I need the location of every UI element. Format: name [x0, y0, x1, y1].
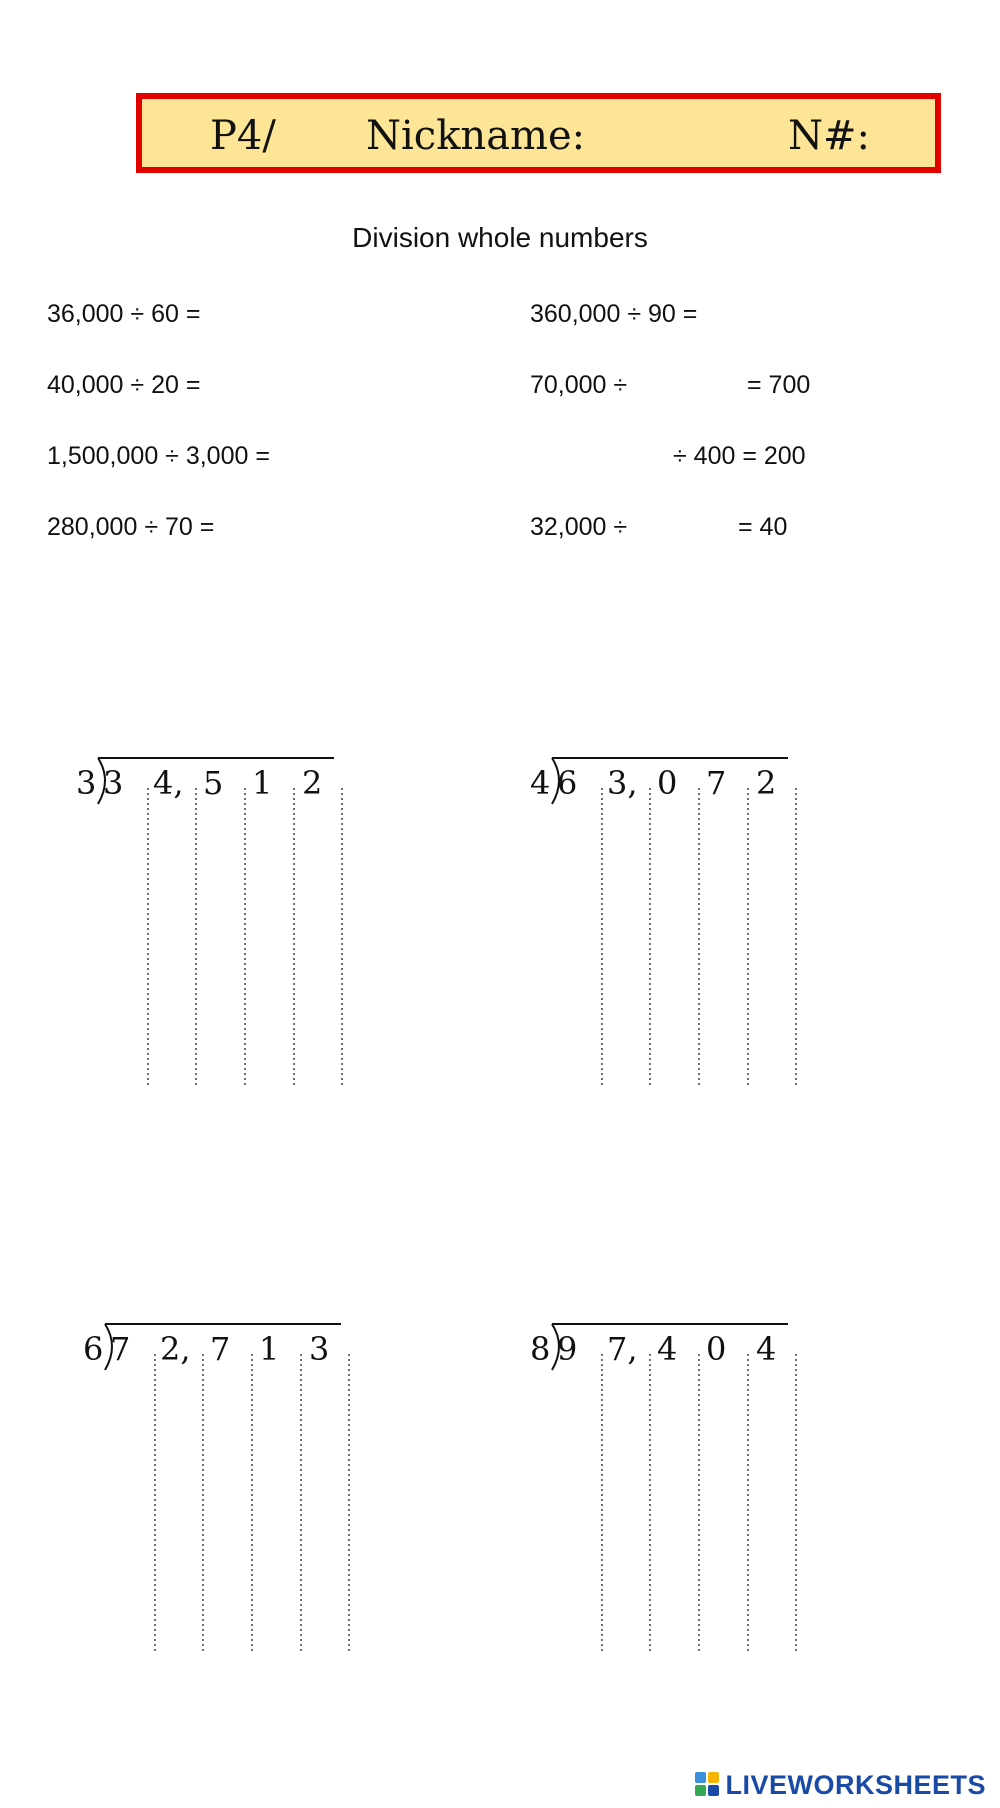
worksheet-title: Division whole numbers: [352, 222, 648, 253]
dividend-digit: 2,: [160, 1330, 191, 1368]
equation-7: ÷ 400 = 200: [673, 442, 806, 470]
dividend-digit: 7: [210, 1330, 231, 1368]
dividend-digit: 2: [302, 764, 323, 802]
long-division-3: [85, 1312, 385, 1652]
class-label: P4/: [210, 113, 276, 159]
dividend-digit: 3,: [607, 764, 638, 802]
long-division-figure: [532, 746, 832, 1086]
equation-6-dividend: 70,000 ÷: [530, 371, 628, 399]
dividend-digit: 0: [657, 764, 678, 802]
dividend-digit: 4: [657, 1330, 678, 1368]
divisor: 4: [530, 764, 551, 802]
student-info-banner: [136, 93, 941, 173]
equation-4: 280,000 ÷ 70 =: [47, 513, 215, 541]
dividend-digit: 1: [252, 764, 273, 802]
student-number-label: N#:: [788, 113, 870, 159]
dividend-digit: 3: [309, 1330, 330, 1368]
equation-5: 360,000 ÷ 90 =: [530, 300, 698, 328]
long-division-4: [532, 1312, 832, 1652]
equation-8-dividend: 32,000 ÷: [530, 513, 628, 541]
liveworksheets-logo: [695, 1770, 986, 1800]
nickname-label: Nickname:: [366, 113, 586, 159]
brand-name: LIVEWORKSHEETS: [725, 1769, 986, 1800]
dividend-digit: 9: [557, 1330, 578, 1368]
dividend-digit: 4,: [153, 764, 184, 802]
equation-3: 1,500,000 ÷ 3,000 =: [47, 442, 270, 470]
equation-2: 40,000 ÷ 20 =: [47, 371, 201, 399]
divisor: 3: [76, 764, 97, 802]
long-division-figure: [532, 1312, 832, 1652]
dividend-digit: 7: [706, 764, 727, 802]
equation-6-result: = 700: [747, 371, 811, 399]
dividend-digit: 0: [706, 1330, 727, 1368]
dividend-digit: 7,: [607, 1330, 638, 1368]
divisor: 6: [83, 1330, 104, 1368]
long-division-1: [78, 746, 378, 1086]
long-division-figure: [85, 1312, 385, 1652]
dividend-digit: 2: [756, 764, 777, 802]
dividend-digit: 6: [557, 764, 578, 802]
dividend-digit: 5: [203, 764, 224, 802]
long-division-2: [532, 746, 832, 1086]
dividend-digit: 7: [110, 1330, 131, 1368]
equation-1: 36,000 ÷ 60 =: [47, 300, 201, 328]
dividend-digit: 1: [259, 1330, 280, 1368]
divisor: 8: [530, 1330, 551, 1368]
liveworksheets-icon: [695, 1772, 721, 1798]
dividend-digit: 4: [756, 1330, 777, 1368]
long-division-figure: [78, 746, 378, 1086]
equation-8-result: = 40: [738, 513, 788, 541]
dividend-digit: 3: [103, 764, 124, 802]
